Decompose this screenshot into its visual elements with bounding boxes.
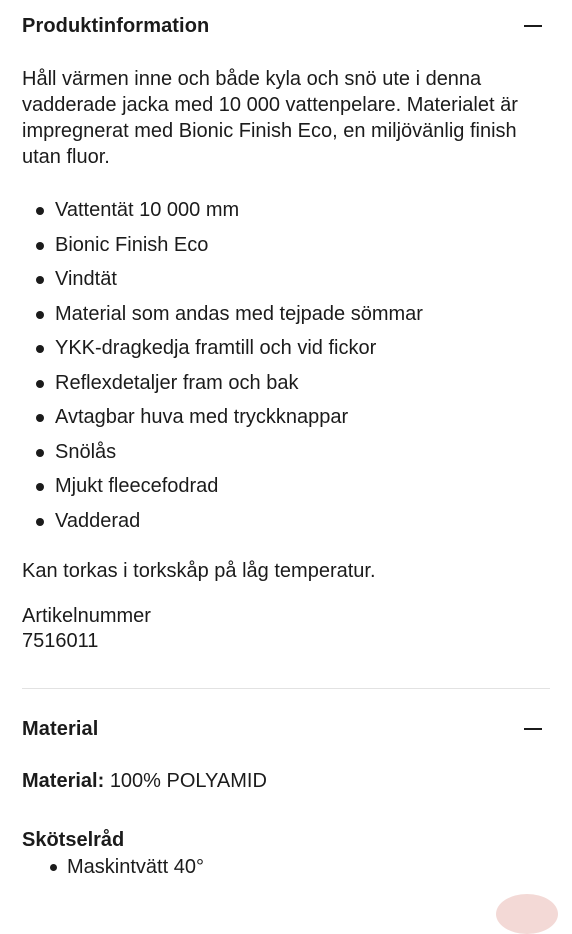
feature-item: Vadderad	[22, 504, 550, 539]
care-title: Skötselråd	[22, 829, 125, 851]
floating-button-edge[interactable]	[496, 894, 558, 934]
minus-icon[interactable]	[522, 718, 544, 740]
section-divider	[22, 688, 550, 689]
feature-item: Reflexdetaljer fram och bak	[22, 366, 550, 401]
feature-list	[22, 193, 550, 538]
feature-item: Bionic Finish Eco	[22, 228, 550, 263]
section-title: Material	[22, 717, 99, 740]
feature-item: Material som andas med tejpade sömmar	[22, 297, 550, 332]
care-item: Maskintvätt 40°	[22, 854, 550, 880]
feature-item: Vindtät	[22, 262, 550, 297]
feature-item: Mjukt fleecefodrad	[22, 469, 550, 504]
feature-item: Snölås	[22, 435, 550, 470]
article-number-label: Artikelnummer	[22, 605, 151, 627]
feature-item: Vattentät 10 000 mm	[22, 193, 550, 228]
accordion-header-produktinformation[interactable]	[22, 0, 550, 39]
feature-item: YKK-dragkedja framtill och vid fickor	[22, 331, 550, 366]
product-details	[22, 0, 550, 880]
feature-item: Avtagbar huva med tryckknappar	[22, 400, 550, 435]
accordion-header-material[interactable]	[22, 716, 550, 742]
material-value: 100% POLYAMID	[109, 770, 267, 792]
drying-note: Kan torkas i torkskåp på låg temperatur.	[22, 560, 376, 582]
care-list	[22, 854, 550, 880]
section-title: Produktinformation	[22, 14, 210, 37]
article-number: 7516011	[22, 630, 99, 652]
product-description: Håll värmen inne och både kyla och snö ute i denna vadderade jacka med 10 000 vattenpelare. Materialet är impregnerat med Bionic Finish Eco, en miljövänlig finish utan fluor.	[22, 68, 518, 168]
minus-icon[interactable]	[522, 15, 544, 37]
material-label: Material:	[22, 770, 105, 792]
material-composition	[22, 768, 550, 794]
